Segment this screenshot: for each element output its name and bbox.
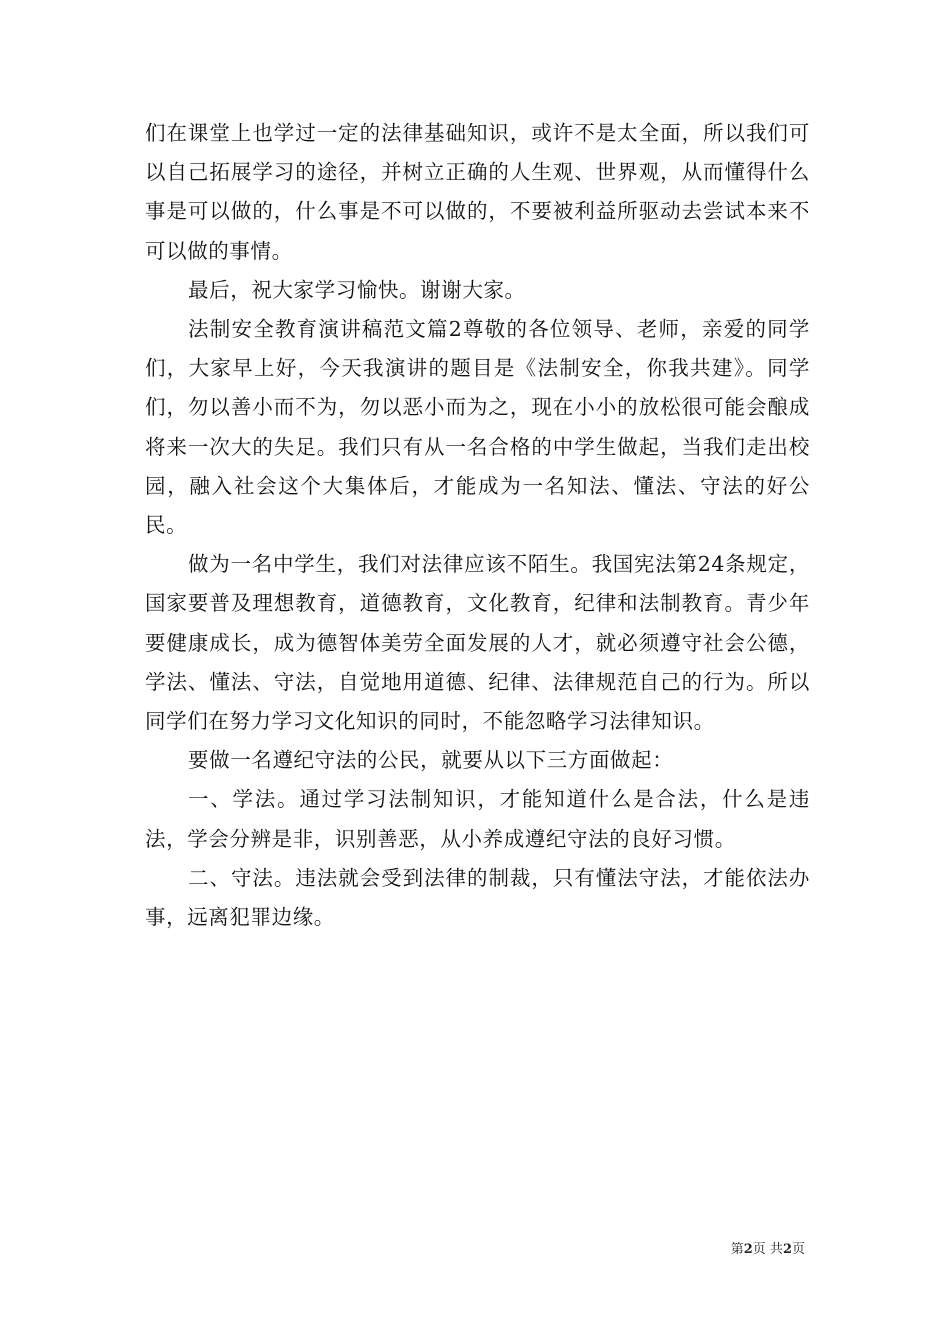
paragraph-4: 做为一名中学生，我们对法律应该不陌生。我国宪法第24条规定，国家要普及理想教育，道德教育，文化教育，纪律和法制教育。青少年要健康成长，成为德智体美劳全面发展的人才，就必须遵守社会公德，学法、懂法、守法，自觉地用道德、纪律、法律规范自己的行为。所以同学们在努力学习文化知识的同时，不能忽略学习法律知识。: [145, 552, 810, 734]
paragraph-1: 们在课堂上也学过一定的法律基础知识，或许不是太全面，所以我们可以自己拓展学习的途径，并树立正确的人生观、世界观，从而懂得什么事是可以做的，什么事是不可以做的，不要被利益所驱动去尝试本来不可以做的事情。: [145, 121, 810, 263]
footer-prefix: 第: [730, 1242, 744, 1257]
footer-suffix: 页: [791, 1242, 805, 1257]
paragraph-5: 要做一名遵纪守法的公民，就要从以下三方面做起：: [188, 748, 674, 773]
page-number-footer: [731, 1241, 805, 1259]
paragraph-7: 二、守法。违法就会受到法律的制裁，只有懂法守法，才能依法办事，远离犯罪边缘。: [145, 865, 810, 930]
document-body: [145, 114, 810, 937]
footer-total-pages: 2: [782, 1242, 792, 1257]
paragraph-3: 法制安全教育演讲稿范文篇2尊敬的各位领导、老师，亲爱的同学们，大家早上好，今天我演讲的题目是《法制安全，你我共建》。同学们，勿以善小而不为，勿以恶小而为之，现在小小的放松很可能会酿成将来一次大的失足。我们只有从一名合格的中学生做起，当我们走出校园，融入社会这个大集体后，才能成为一名知法、懂法、守法的好公民。: [145, 317, 810, 538]
paragraph-6: 一、学法。通过学习法制知识，才能知道什么是合法，什么是违法，学会分辨是非，识别善恶，从小养成遵纪守法的良好习惯。: [145, 787, 810, 851]
footer-current-page: 2: [743, 1242, 753, 1257]
footer-middle: 页 共: [752, 1242, 783, 1257]
paragraph-2: 最后，祝大家学习愉快。谢谢大家。: [188, 277, 526, 302]
